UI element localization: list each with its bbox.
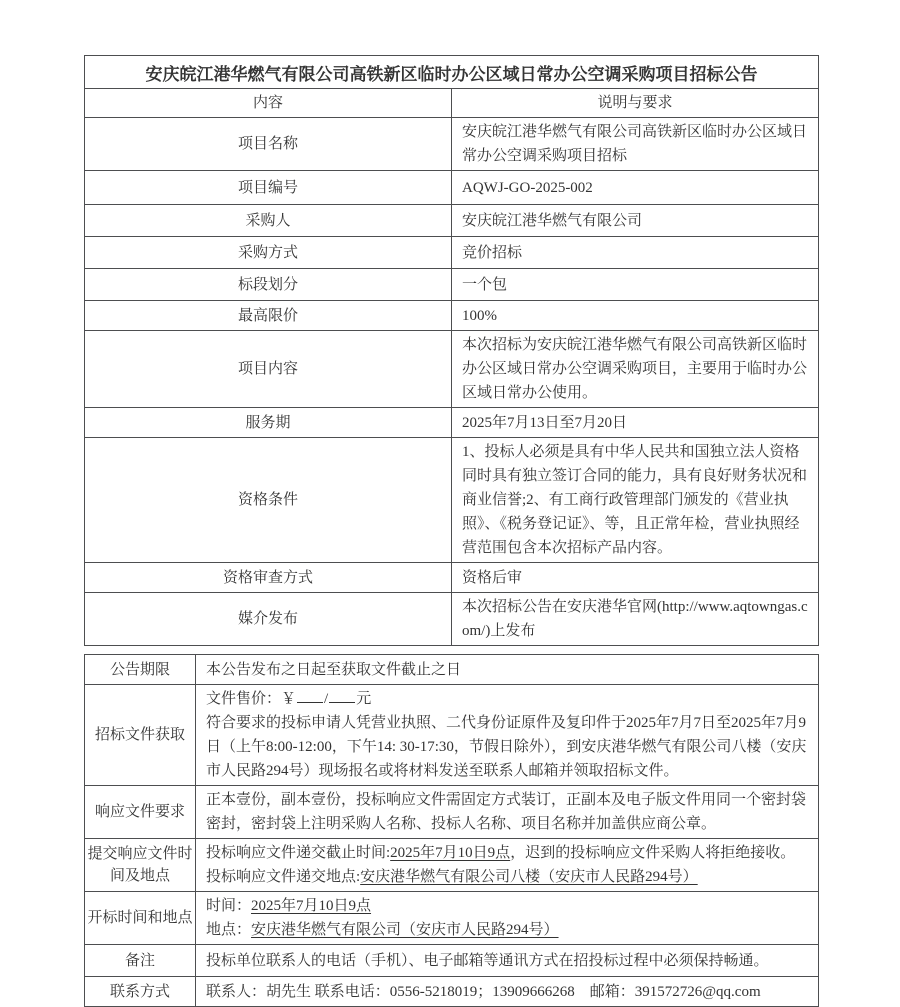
remarks-value: 投标单位联系人的电话（手机）、电子邮箱等通讯方式在招投标过程中必须保持畅通。 <box>196 945 819 977</box>
row-project-name <box>85 118 819 171</box>
bid-opening-place-prefix: 地点： <box>206 922 252 938</box>
project-number-value: AQWJ-GO-2025-002 <box>452 171 819 205</box>
lot-division-value: 一个包 <box>452 269 819 301</box>
announcement-period-label: 公告期限 <box>85 655 196 685</box>
bid-opening-place-line <box>206 918 808 942</box>
purchase-method-label: 采购方式 <box>85 237 452 269</box>
row-project-number <box>85 171 819 205</box>
title-row <box>85 56 819 89</box>
media-publication-label: 媒介发布 <box>85 593 452 646</box>
tender-info-table <box>84 55 819 646</box>
doc-acquisition-paragraph: 符合要求的投标申请人凭营业执照、二代身份证原件及复印件于2025年7月7日至2025年7月9日（上午8:00-12:00，下午14: 30-17:30，节假日除外），到安庆港华燃气有限公司八楼（安庆市人民路294号）现场报名或将材料发送至联系人邮箱并领取招标文件。 <box>206 715 807 779</box>
price-ceiling-label: 最高限价 <box>85 301 452 331</box>
submission-time-place-value <box>196 839 819 892</box>
submission-deadline-datetime: 2025年7月10日9点 <box>390 845 511 861</box>
row-service-period <box>85 408 819 438</box>
submission-place-prefix: 投标响应文件递交地点: <box>206 869 361 885</box>
project-content-label: 项目内容 <box>85 331 452 408</box>
contact-value: 联系人：胡先生 联系电话：0556-5218019；13909666268 邮箱：391572726@qq.com <box>196 977 819 1007</box>
media-publication-value: 本次招标公告在安庆港华官网(http://www.aqtowngas.com/)上发布 <box>452 593 819 646</box>
submission-place-address: 安庆港华燃气有限公司八楼（安庆市人民路294号） <box>360 869 698 885</box>
row-media-publication <box>85 593 819 646</box>
project-name-value: 安庆皖江港华燃气有限公司高铁新区临时办公区域日常办公空调采购项目招标 <box>452 118 819 171</box>
lot-division-label: 标段划分 <box>85 269 452 301</box>
doc-acquisition-label: 招标文件获取 <box>85 685 196 786</box>
bid-opening-address: 安庆港华燃气有限公司（安庆市人民路294号） <box>251 922 559 938</box>
row-qualification <box>85 438 819 563</box>
price-blank-field <box>329 689 355 703</box>
doc-price-slash: / <box>324 691 329 707</box>
remarks-label: 备注 <box>85 945 196 977</box>
row-bid-opening <box>85 892 819 945</box>
submission-place-line <box>206 865 808 889</box>
qualification-review-value: 资格后审 <box>452 563 819 593</box>
row-submission-time-place <box>85 839 819 892</box>
response-doc-requirements-label: 响应文件要求 <box>85 786 196 839</box>
doc-price-line <box>206 687 808 711</box>
row-remarks <box>85 945 819 977</box>
doc-price-suffix: 元 <box>356 691 372 707</box>
row-response-doc-requirements <box>85 786 819 839</box>
submission-deadline-prefix: 投标响应文件递交截止时间: <box>206 845 391 861</box>
submission-deadline-note: ，迟到的投标响应文件采购人将拒绝接收。 <box>510 845 796 861</box>
submission-time-place-label: 提交响应文件时间及地点 <box>85 839 196 892</box>
row-purchase-method <box>85 237 819 269</box>
row-price-ceiling <box>85 301 819 331</box>
doc-price-prefix: 文件售价：￥ <box>206 691 297 707</box>
qualification-value: 1、投标人必须是具有中华人民共和国独立法人资格同时具有独立签订合同的能力，具有良好财务状况和商业信誉;2、有工商行政管理部门颁发的《营业执照》、《税务登记证》、等，且正常年检，营业执照经营范围包含本次招标产品内容。 <box>452 438 819 563</box>
project-number-label: 项目编号 <box>85 171 452 205</box>
bid-opening-time-line <box>206 894 808 918</box>
announcement-period-value: 本公告发布之日起至获取文件截止之日 <box>196 655 819 685</box>
row-doc-acquisition <box>85 685 819 786</box>
tender-notice-table <box>84 654 819 1007</box>
service-period-value: 2025年7月13日至7月20日 <box>452 408 819 438</box>
project-content-value: 本次招标为安庆皖江港华燃气有限公司高铁新区临时办公区域日常办公空调采购项目，主要用于临时办公区域日常办公使用。 <box>452 331 819 408</box>
service-period-label: 服务期 <box>85 408 452 438</box>
row-lot-division <box>85 269 819 301</box>
bid-opening-time-prefix: 时间： <box>206 898 252 914</box>
price-blank-field <box>297 689 323 703</box>
qualification-review-label: 资格审查方式 <box>85 563 452 593</box>
contact-label: 联系方式 <box>85 977 196 1007</box>
header-content-label: 内容 <box>85 89 452 118</box>
page-title: 安庆皖江港华燃气有限公司高铁新区临时办公区域日常办公空调采购项目招标公告 <box>85 56 819 89</box>
submission-deadline-line <box>206 841 808 865</box>
price-ceiling-value: 100% <box>452 301 819 331</box>
row-purchaser <box>85 205 819 237</box>
purchaser-value: 安庆皖江港华燃气有限公司 <box>452 205 819 237</box>
header-requirements-label: 说明与要求 <box>452 89 819 118</box>
bid-opening-datetime: 2025年7月10日9点 <box>251 898 372 914</box>
response-doc-requirements-value: 正本壹份，副本壹份，投标响应文件需固定方式装订，正副本及电子版文件用同一个密封袋密封，密封袋上注明采购人名称、投标人名称、项目名称并加盖供应商公章。 <box>196 786 819 839</box>
purchase-method-value: 竞价招标 <box>452 237 819 269</box>
row-announcement-period <box>85 655 819 685</box>
row-contact <box>85 977 819 1007</box>
bid-opening-label: 开标时间和地点 <box>85 892 196 945</box>
purchaser-label: 采购人 <box>85 205 452 237</box>
header-row <box>85 89 819 118</box>
project-name-label: 项目名称 <box>85 118 452 171</box>
qualification-label: 资格条件 <box>85 438 452 563</box>
row-project-content <box>85 331 819 408</box>
doc-acquisition-value <box>196 685 819 786</box>
bid-opening-value <box>196 892 819 945</box>
row-qualification-review <box>85 563 819 593</box>
